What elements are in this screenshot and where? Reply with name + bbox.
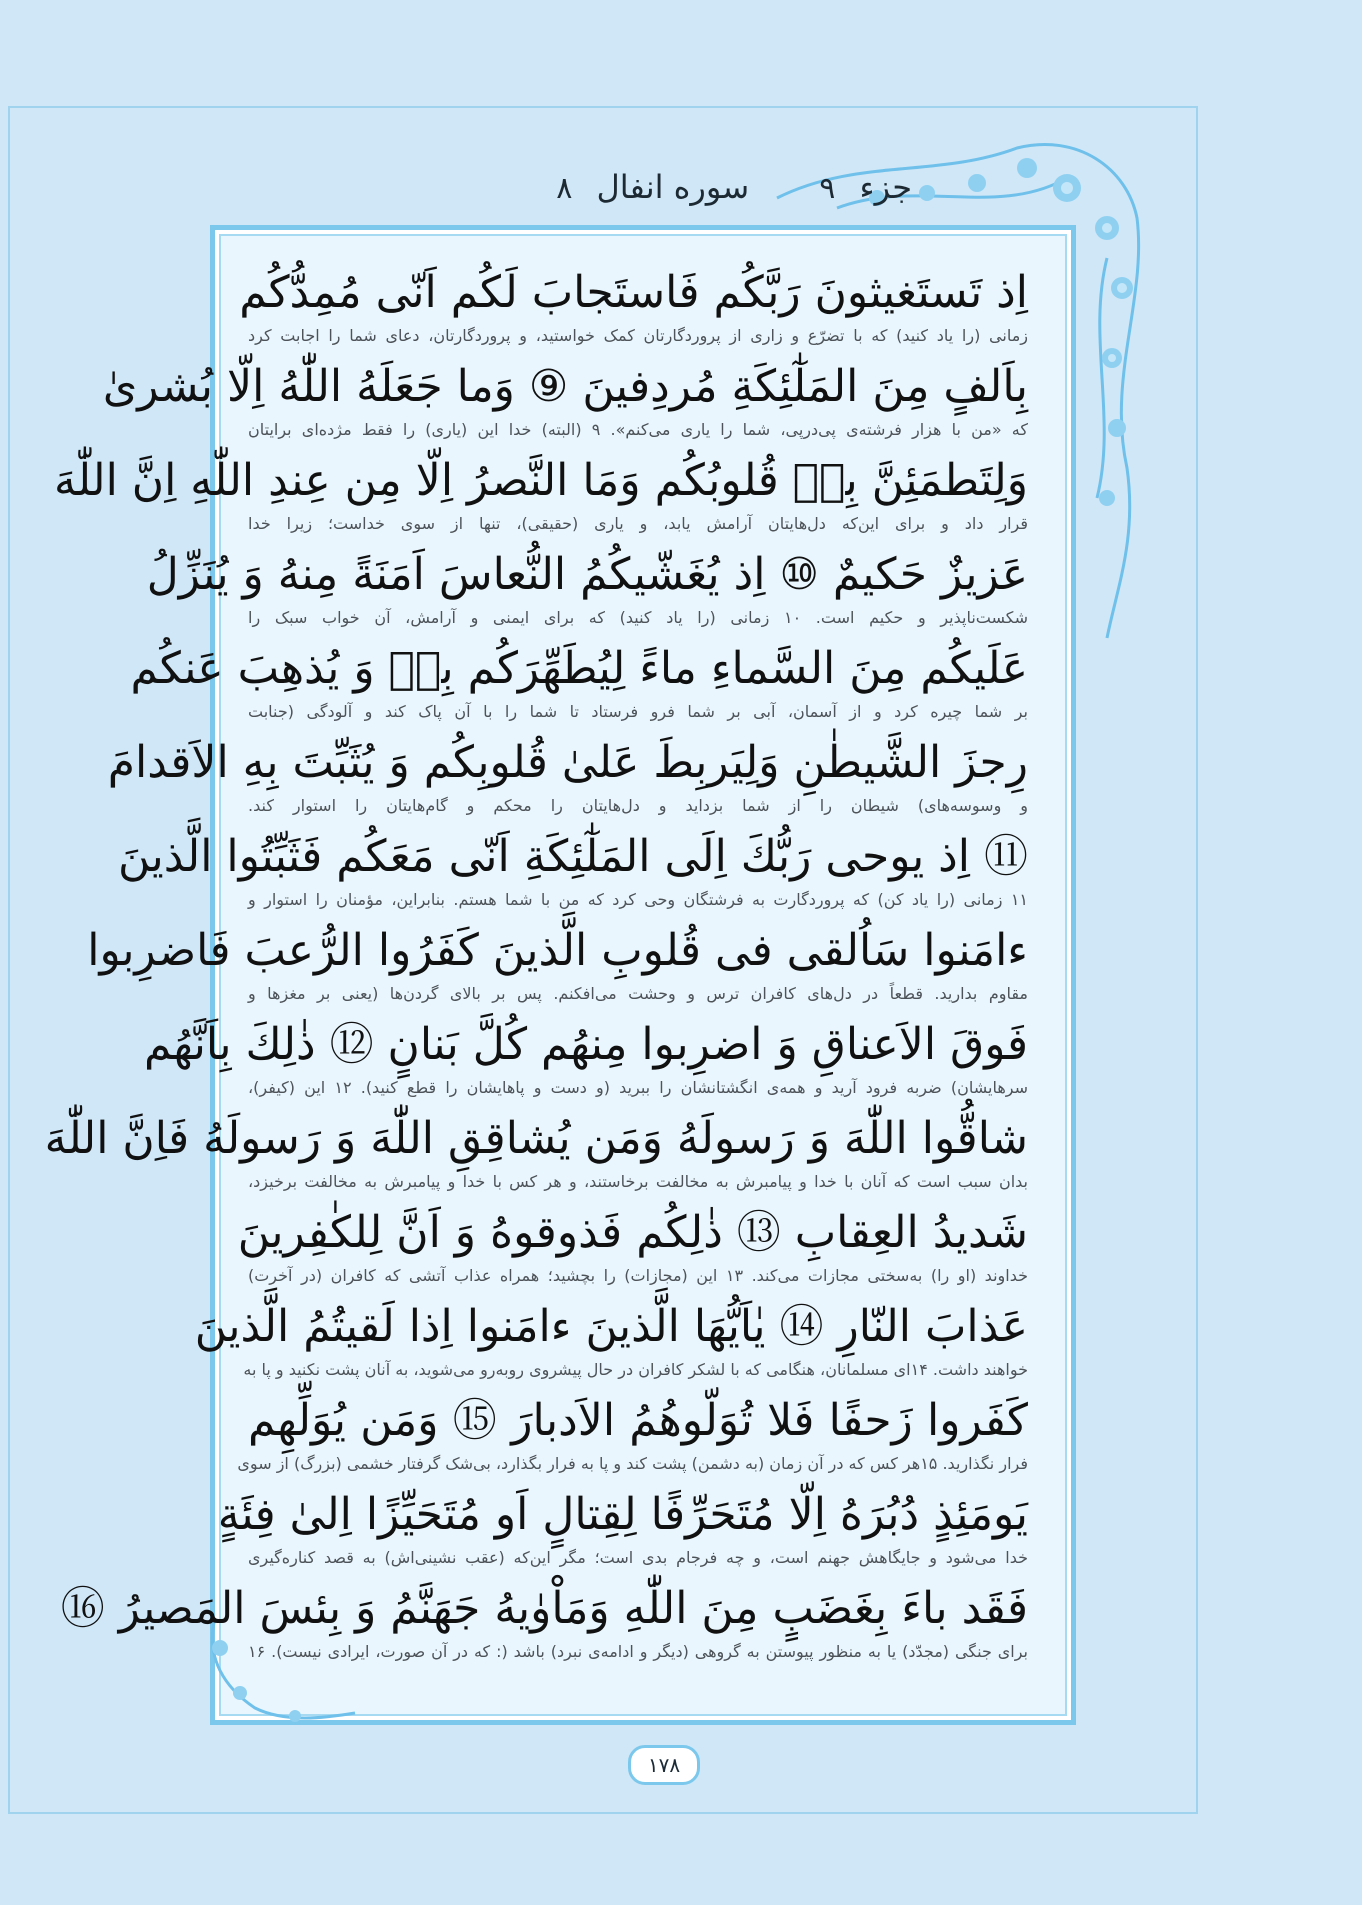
verse-line <box>217 1484 1028 1578</box>
page-header <box>556 168 912 206</box>
verse-line <box>54 450 1028 544</box>
surah-heading <box>556 168 749 206</box>
arabic-text: ⑪ اِذ يوحى رَبُّكَ اِلَى المَلٰٓئِكَةِ اَنّى مَعَكُم فَثَبِّتُوا الَّذينَ <box>117 831 1028 882</box>
verse-line <box>144 1014 1028 1108</box>
surah-number: ۸ <box>556 171 573 206</box>
persian-translation: خواهند داشت. ۱۴ای مسلمانان، هنگامی که با لشکر کافران در حال پیشروی روبه‌رو می‌شوید، به آنان پشت نکنید و پا به <box>243 1360 1028 1379</box>
arabic-text: كَفَروا زَحفًا فَلا تُوَلّوهُمُ الاَدبارَ ⑮ وَمَن يُوَلِّهِم <box>248 1395 1028 1446</box>
surah-label: سوره انفال <box>596 168 750 206</box>
arabic-text: رِجزَ الشَّيطٰنِ وَلِيَربِطَ عَلىٰ قُلوبِكُم وَ يُثَبِّتَ بِهِ الاَقدامَ <box>107 737 1028 788</box>
page-number-medallion <box>628 1744 700 1786</box>
arabic-text: شاقُّوا اللّٰهَ وَ رَسولَهُ وَمَن يُشاقِقِ اللّٰهَ وَ رَسولَهُ فَاِنَّ اللّٰهَ <box>44 1113 1028 1164</box>
arabic-text: يَومَئِذٍ دُبُرَهُ اِلّا مُتَحَرِّفًا لِقِتالٍ اَو مُتَحَيِّزًا اِلىٰ فِئَةٍ <box>217 1489 1028 1540</box>
verse-line <box>130 638 1028 732</box>
juz-label: جزء <box>859 168 912 206</box>
persian-translation: فرار نگذارید. ۱۵هر کس که در آن زمان (به دشمن) پشت کند و پا به فرار بگذارد، بی‌شک گرفتار خشمی (بزرگ) از سوی <box>237 1454 1028 1473</box>
verse-line <box>239 262 1028 356</box>
page-number: ۱۷۸ <box>628 1745 700 1785</box>
persian-translation: و وسوسه‌های) شیطان را از شما بزداید و دل‌هایتان را محکم و گام‌هایتان را استوار کند. <box>248 796 1028 815</box>
juz-number: ۹ <box>819 171 836 206</box>
arabic-text: عَلَيكُم مِنَ السَّماءِ ماءً لِيُطَهِّرَكُم بِهٖ وَ يُذهِبَ عَنكُم <box>130 643 1028 694</box>
persian-translation: خدا می‌شود و جایگاهش جهنم است، و چه فرجام بدی است؛ مگر این‌که (عقب نشینی‌اش) به قصد کناره‌گیری <box>248 1548 1028 1567</box>
arabic-text: عَذابَ النّارِ ⑭ يٰاَيُّهَا الَّذينَ ءامَنوا اِذا لَقيتُمُ الَّذينَ <box>194 1301 1028 1352</box>
verses-container <box>44 262 1029 1672</box>
verse-line <box>194 1296 1028 1390</box>
verse-line <box>237 1202 1028 1296</box>
arabic-text: اِذ تَستَغيثونَ رَبَّكُم فَاستَجابَ لَكُم اَنّى مُمِدُّكُم <box>239 267 1028 318</box>
juz-heading <box>819 168 912 206</box>
arabic-text: فَوقَ الاَعناقِ وَ اضرِبوا مِنهُم كُلَّ بَنانٍ ⑫ ذٰلِكَ بِاَنَّهُم <box>144 1019 1028 1070</box>
persian-translation: برای جنگی (مجدّد) یا به منظور پیوستن به گروهی (دیگر و ادامه‌ی نبرد) باشد (: که در آن صورت، ایرادی نیست). ۱۶ <box>248 1642 1028 1661</box>
persian-translation: قرار داد و برای این‌که دل‌هایتان آرامش یابد، و یاری (حقیقی)، تنها از سوی خداست؛ زیرا خدا <box>248 514 1028 533</box>
arabic-text: عَزيزٌ حَكيمٌ ⑩ اِذ يُغَشّيكُمُ النُّعاسَ اَمَنَةً مِنهُ وَ يُنَزِّلُ <box>146 549 1028 600</box>
verse-line <box>107 732 1028 826</box>
arabic-text: بِاَلفٍ مِنَ المَلٰٓئِكَةِ مُردِفينَ ⑨ وَما جَعَلَهُ اللّٰهُ اِلّا بُشرىٰ <box>102 361 1028 412</box>
persian-translation: بدان سبب است که آنان با خدا و پیامبرش به مخالفت برخاستند، و هر کس با خدا و پیامبرش به مخالفت برخیزد، <box>248 1172 1028 1191</box>
persian-translation: سرهایشان) ضربه فرود آرید و همه‌ی انگشتانشان را ببرید (و دست و پاهایشان را قطع کنید). ۱۲ این (کیفر)، <box>248 1078 1028 1097</box>
verse-line <box>60 1578 1028 1672</box>
persian-translation: ۱۱ زمانی (را یاد کن) که پروردگارت به فرشتگان وحی کرد که من با شما هستم. بنابراین، مؤمنان را استوار و <box>248 890 1028 909</box>
verse-line <box>102 356 1028 450</box>
arabic-text: ءامَنوا سَاُلقى فى قُلوبِ الَّذينَ كَفَرُوا الرُّعبَ فَاضرِبوا <box>87 925 1028 976</box>
verse-line <box>117 826 1028 920</box>
verse-line <box>87 920 1028 1014</box>
persian-translation: که «من با هزار فرشته‌ی پی‌درپی، شما را یاری می‌کنم». ۹ (البته) خدا این (یاری) را فقط مژده‌ای برایتان <box>248 420 1028 439</box>
verse-line <box>237 1390 1028 1484</box>
verse-line <box>44 1108 1028 1202</box>
persian-translation: مقاوم بدارید. قطعاً در دل‌های کافران ترس و وحشت می‌افکنم. پس بر بالای گردن‌ها (یعنی بر مغزها و <box>248 984 1028 1003</box>
arabic-text: شَديدُ العِقابِ ⑬ ذٰلِكُم فَذوقوهُ وَ اَنَّ لِلكٰفِرينَ <box>237 1207 1028 1258</box>
persian-translation: شکست‌ناپذیر و حکیم است. ۱۰ زمانی (را یاد کنید) که برای ایمنی و آرامش، آن خواب سبک را <box>248 608 1029 627</box>
persian-translation: بر شما چیره کرد و از آسمان، آبی بر شما فرو فرستاد تا شما را با آن پاک کند و آلودگی (جنابت <box>248 702 1028 721</box>
persian-translation: زمانی (را یاد کنید) که با تضرّع و زاری از پروردگارتان کمک خواستید، و پروردگارتان، دعای شما را اجابت کرد <box>248 326 1028 345</box>
persian-translation: خداوند (او را) به‌سختی مجازات می‌کند. ۱۳ این (مجازات) را بچشید؛ همراه عذاب آتشی که کافران (در آخرت) <box>248 1266 1028 1285</box>
arabic-text: وَلِتَطمَئِنَّ بِهٖ قُلوبُكُم وَمَا النَّصرُ اِلّا مِن عِندِ اللّٰهِ اِنَّ اللّٰهَ <box>54 455 1028 506</box>
arabic-text: فَقَد باءَ بِغَضَبٍ مِنَ اللّٰهِ وَمَاْوٰيهُ جَهَنَّمُ وَ بِئسَ المَصيرُ ⑯ <box>60 1583 1028 1634</box>
verse-line <box>146 544 1029 638</box>
